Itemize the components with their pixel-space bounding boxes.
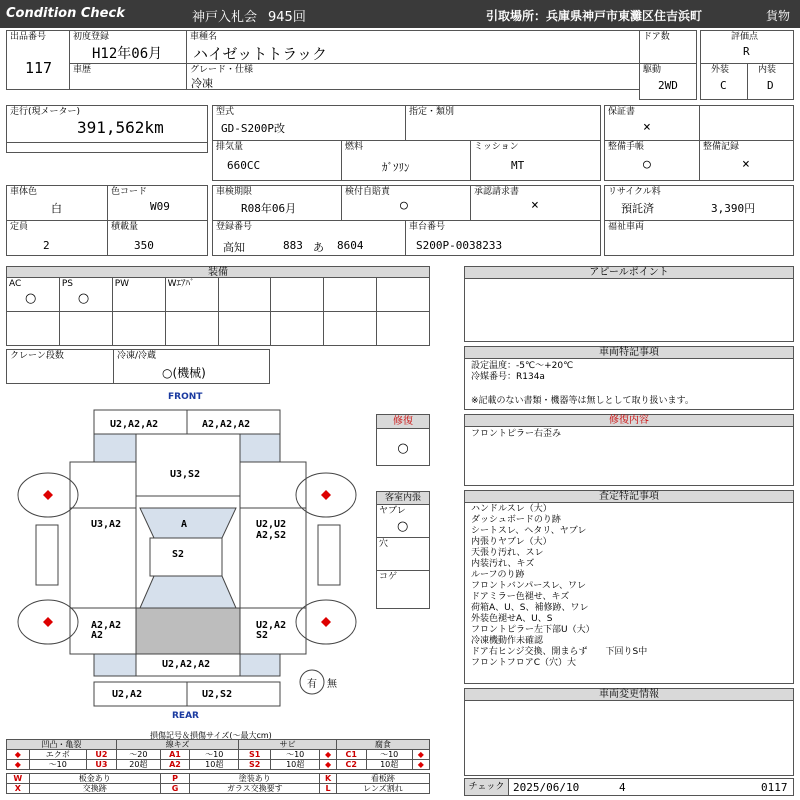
interior-row-tear-label: ヤブレ [379,506,406,516]
mileage-box [6,105,208,153]
legend-sym-l-text: レンズ割れ [336,784,429,794]
legend-dent-mark-2: ◆ [7,760,30,770]
ext-label: 外装 [711,65,730,75]
approval-label: 承認請求書 [474,187,520,197]
legend-sym-p-text: 塗装あり [190,774,320,784]
model-box [212,105,406,141]
inspect-line: フロントフロアC（穴）大 [471,658,577,668]
name-value: ハイゼットトラック [193,45,327,63]
warranty-label: 保証書 [608,107,636,117]
mission-label: ミッション [474,142,519,152]
mission-box [470,140,601,181]
repair-title: 修復 [377,415,429,429]
maint-record-box [699,140,794,181]
legend-sym-g: G [160,784,189,794]
check-label: チェック [465,779,509,795]
interior-row-tear-value: ○ [397,519,409,534]
equip-pw-label: PW [114,279,130,289]
equip-wair-label: Wｴｱﾊﾞ [167,279,195,289]
doors-box [639,30,697,64]
interior-title: 客室内張 [377,492,429,505]
maint-book-label: 整備手帳 [608,142,645,152]
legend-scratch-a: A1 [160,750,189,760]
crane-label: クレーン段数 [10,351,64,361]
inspect-line: 外装色褪せA、U、S [471,614,553,624]
check-number: 4 [619,781,626,794]
dmg-hood: U3,S2 [170,469,201,480]
header-bar [0,0,800,28]
inspect-line: ダッシュボードのり跡 [471,515,561,525]
check-code: 0117 [761,781,788,794]
displacement-box [212,140,342,181]
maint-book-box [604,140,700,181]
inspect-line: 内装汚れ、キズ [471,559,535,569]
lot-value: 117 [25,59,53,77]
special-note: ※記載のない書類・機器等は無しとして取り扱います。 [471,396,694,406]
drive-box [639,63,697,100]
body-color-value: 白 [51,202,62,215]
plate-number: 8604 [337,239,364,252]
repair-detail-text: フロントピラー右歪み [471,429,562,439]
first-reg-label: 初度登録 [73,32,110,42]
interior-row-burn-label: コゲ [379,572,398,582]
inspected-value: ○ [400,198,408,213]
crane-box [6,349,114,384]
changes-title: 車両変更情報 [465,689,793,701]
recycle-value: 3,390円 [711,202,756,215]
doors-label: ドア数 [643,32,670,42]
legend-dent-b: U2 [86,750,116,760]
inspect-line: 内張りヤブレ（大） [471,537,552,547]
recycle-status: 預託済 [621,202,654,215]
chassis-value: S200P-0038233 [416,239,503,252]
first-reg-value: H12年06月 [92,46,163,62]
int-value: D [767,79,774,92]
warranty-side-box [699,105,794,141]
front-label: FRONT [168,392,203,402]
inspection-box [212,185,342,221]
int-label: 内装 [758,65,777,75]
inspect-line: 荷箱A、U、S、補修跡、ワレ [471,603,589,613]
inspect-line: 天張り汚れ、スレ [471,548,544,558]
displacement-value: 660CC [227,159,261,172]
drive-value: 2WD [658,79,678,92]
legend-rust-mark-2: ◆ [320,760,337,770]
equip-ac [7,278,60,312]
legend-sym-w: W [7,774,30,784]
legend-group-corrosion: 腐食 [336,740,429,750]
legend-sym-k: K [320,774,337,784]
welfare-label: 福祉車両 [608,222,645,232]
legend-rust-mark: ◆ [320,750,337,760]
header-pickup: 引取場所：兵庫県神戸市東灘区住吉浜町 [486,9,703,23]
model-label: 型式 [216,107,235,117]
grade-score-value: R [743,45,750,58]
dmg-left-rear-2: A2 [91,630,104,641]
dmg-right-front-door-1: U2,U2 [256,519,287,530]
dmg-windshield: A [181,519,188,530]
repair-box [376,414,430,466]
equip-pw [112,278,165,312]
load-value: 350 [134,239,154,252]
equipment-title: 装備 [6,266,430,278]
plate-class: 883 [283,239,303,252]
drive-label: 駆動 [643,65,662,75]
plate-kana: あ [313,241,324,254]
interior-box [376,491,430,609]
plate-label: 登録番号 [216,222,253,232]
name-box [186,30,640,64]
inspected-label: 検付自賠責 [345,187,391,197]
special-line-1: 設定温度：-5℃～+20℃ [471,361,574,371]
equip-ps-value: ○ [77,291,90,306]
ext-box [700,63,748,100]
capacity-label: 定員 [10,222,29,232]
color-code-label: 色コード [111,187,148,197]
legend-corrosion-b: 〜10 [366,750,412,760]
special-box [464,346,794,410]
maint-record-value: × [742,157,750,172]
dmg-left-rear-1: A2,A2 [91,620,122,631]
legend-rust-b: 〜10 [271,750,320,760]
interior-row-hole-label: 穴 [379,539,389,549]
load-box [107,220,208,256]
grade-value: 冷凍 [191,77,213,90]
fuel-box [341,140,471,181]
ext-value: C [720,79,727,92]
legend-scratch-c: A2 [160,760,189,770]
legend-group-scratch: 線キズ [116,740,239,750]
fuel-value: ｶﾞｿﾘﾝ [382,161,410,174]
lot-label: 出品番号 [10,32,47,42]
dmg-right-rear-1: U2,A2 [256,620,287,631]
history-box [69,63,187,90]
legend-corrosion-d: 10超 [366,760,412,770]
equip-ps-label: PS [61,279,74,289]
legend-sym-x-text: 交換跡 [29,784,160,794]
fridge-box [113,349,270,384]
legend-sym-l: L [320,784,337,794]
legend-group-dent: 凹凸・亀裂 [7,740,117,750]
mileage-value: 391,562km [77,118,164,137]
approval-value: × [531,198,539,213]
rear-label: REAR [172,711,199,721]
header-session: 945回 [268,10,306,25]
inspect-line: ルーフのり跡 [471,570,525,580]
inspect-box [464,490,794,684]
lot-box [6,30,70,90]
recycle-box [604,185,794,221]
designation-label: 指定・類別 [409,107,455,117]
capacity-box [6,220,108,256]
chassis-box [405,220,601,256]
special-line-2: 冷媒番号：R134a [471,372,545,382]
grade-label: グレード・仕様 [190,65,254,75]
name-label: 車種名 [190,32,218,42]
repair-value: ○ [397,441,409,456]
inspection-value: R08年06月 [241,202,297,215]
legend-dent-a: エクボ [29,750,86,760]
legend-group-rust: サビ [239,740,336,750]
appeal-title: アピールポイント [465,267,793,279]
dmg-left-front-door: U3,A2 [91,519,122,530]
designation-box [405,105,601,141]
legend-dent-f: 20超 [116,760,160,770]
welfare-box [604,220,794,256]
fridge-label: 冷凍/冷蔵 [117,351,157,361]
history-label: 車歴 [73,65,92,75]
fuel-label: 燃料 [345,142,364,152]
changes-box [464,688,794,776]
dmg-front-right: A2,A2,A2 [202,419,251,430]
inspect-line: シートスレ、ヘタリ、ヤブレ [471,526,587,536]
mission-value: MT [511,159,525,172]
grade-score-label: 評価点 [731,32,759,42]
legend-scratch-d: 10超 [190,760,239,770]
special-title: 車両特記事項 [465,347,793,359]
dmg-right-rear-2: S2 [256,630,269,641]
approval-box [470,185,601,221]
repair-detail-title: 修復内容 [465,415,793,427]
legend-table [6,739,430,794]
model-value: GD-S200P改 [221,122,285,135]
color-code-value: W09 [150,200,170,213]
color-code-box [107,185,208,221]
inspected-box [341,185,471,221]
inspect-title: 査定特記事項 [465,491,793,503]
recycle-label: リサイクル料 [608,187,661,197]
equipment-grid [6,277,430,346]
warranty-value: × [643,120,651,135]
legend-sym-g-text: ガラス交換要す [190,784,320,794]
repair-detail-box [464,414,794,486]
check-row [464,778,794,796]
body-color-box [6,185,108,221]
legend-rust-c: S2 [239,760,271,770]
legend-sym-k-text: 看板跡 [336,774,429,784]
plate-area: 高知 [223,241,245,254]
legend-rust-a: S1 [239,750,271,760]
appeal-box [464,266,794,342]
legend-dent-c: 〜20 [116,750,160,760]
spare-none: 無 [327,679,337,690]
legend-title: 損傷記号＆損傷サイズ(〜最大cm) [150,731,272,740]
legend-sym-x: X [7,784,30,794]
displacement-label: 排気量 [216,142,244,152]
check-date: 2025/06/10 [513,781,580,794]
maint-record-label: 整備記録 [703,142,740,152]
first-reg-box [69,30,187,64]
body-color-label: 車体色 [10,187,38,197]
inspect-line: ハンドルスレ（大） [471,504,552,514]
equip-ps [59,278,112,312]
legend-corrosion-mark: ◆ [412,750,429,760]
warranty-box [604,105,700,141]
dmg-front-left: U2,A2,A2 [110,419,159,430]
dmg-bed: U2,A2,A2 [162,659,211,670]
inspect-line: フロントバンパースレ、ワレ [471,581,587,591]
legend-corrosion-c: C2 [336,760,366,770]
int-box [747,63,794,100]
inspect-line: 冷凍機動作未確認 [471,636,544,646]
legend-sym-w-text: 板金あり [29,774,160,784]
legend-rust-d: 10超 [271,760,320,770]
equip-ac-label: AC [9,279,22,289]
legend-dent-mark: ◆ [7,750,30,760]
fridge-value: ○(機械) [162,366,206,380]
load-label: 積載量 [111,222,139,232]
legend-dent-d: 〜10 [29,760,86,770]
legend-dent-e: U3 [86,760,116,770]
dmg-right-front-door-2: A2,S2 [256,530,287,541]
equip-ac-value: ○ [25,291,37,306]
inspect-line: フロントピラー左下部U（大） [471,625,595,635]
maint-book-value: ○ [643,157,651,172]
legend-sym-p: P [160,774,189,784]
grade-score-box [700,30,794,64]
inspect-line: ドアミラー色褪せ、キズ [471,592,570,602]
plate-box [212,220,406,256]
mileage-label: 走行(現メーター) [10,107,81,117]
header-auction: 神戸入札会 [192,10,258,25]
grade-box [186,63,640,90]
dmg-rear-left: U2,A2 [112,689,143,700]
chassis-label: 車台番号 [409,222,446,232]
header-title: Condition Check [6,6,125,21]
legend-corrosion-mark-2: ◆ [412,760,429,770]
dmg-roof: S2 [172,549,185,560]
legend-corrosion-a: C1 [336,750,366,760]
capacity-value: 2 [43,239,50,252]
legend-scratch-b: 〜10 [190,750,239,760]
inspect-line: ドア右ヒンジ交換、開まらず 下回りS中 [471,647,648,657]
equip-wair [165,278,218,312]
spare-yes: 有 [307,679,317,690]
inspection-label: 車検期限 [216,187,253,197]
dmg-rear-right: U2,S2 [202,689,233,700]
header-category: 貨物 [766,9,791,23]
